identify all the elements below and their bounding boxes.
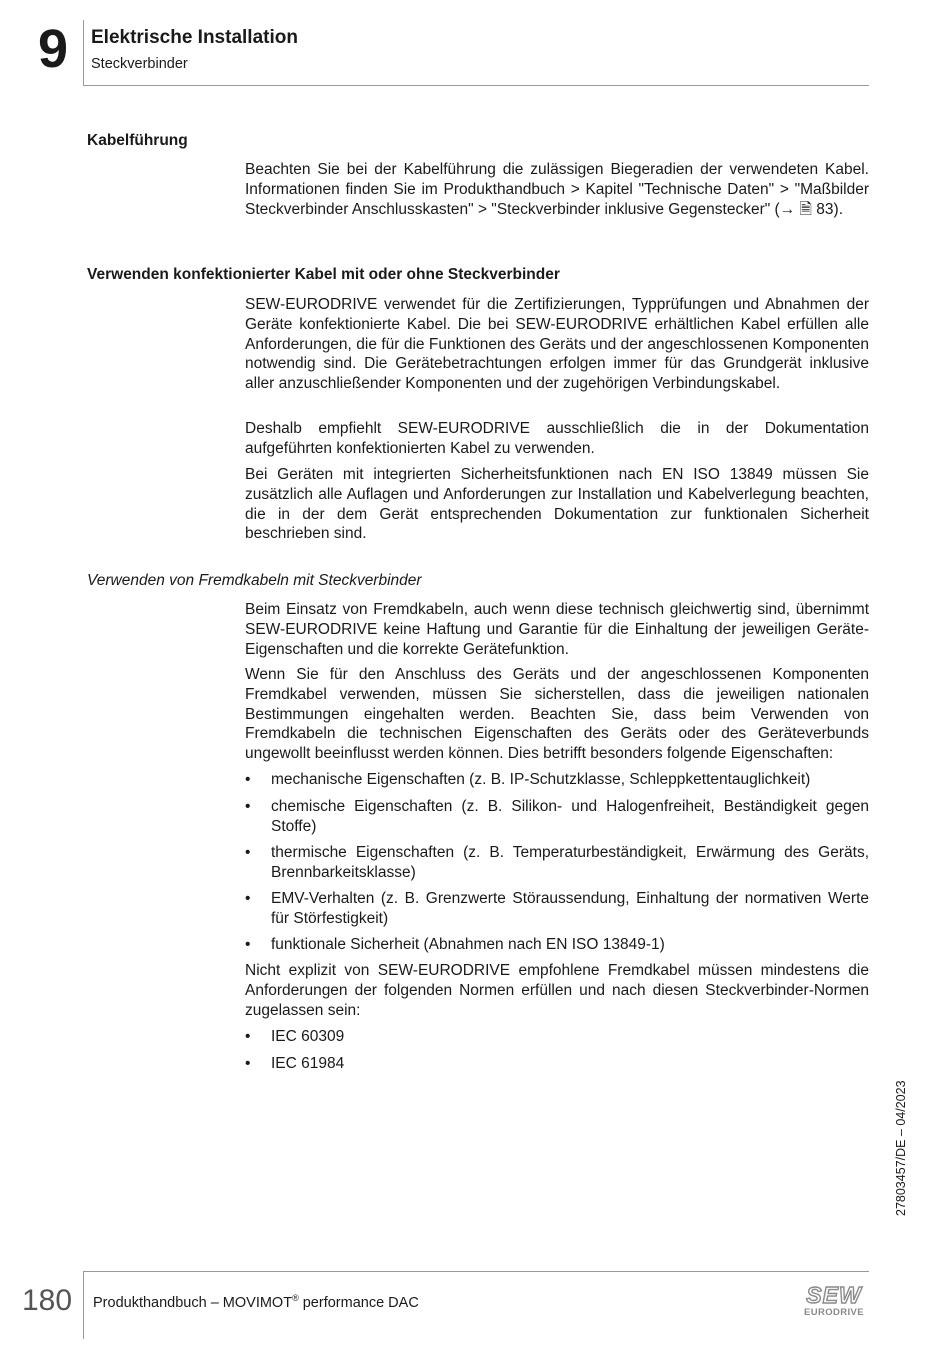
section-heading-fremdkabel: Verwenden von Fremdkabeln mit Steckverbinder bbox=[87, 572, 422, 589]
list-item bbox=[245, 1027, 869, 1047]
logo-text-sew: SEW bbox=[806, 1283, 862, 1308]
bullet-marker: • bbox=[245, 936, 251, 953]
list-item-text: thermische Eigenschaften (z. B. Temperaturbeständigkeit, Erwärmung des Geräts, Brennbarkeitsklasse) bbox=[271, 844, 869, 881]
header-divider-horizontal bbox=[83, 85, 869, 86]
list-item bbox=[245, 843, 869, 883]
paragraph: Beim Einsatz von Fremdkabeln, auch wenn diese technisch gleichwertig sind, übernimmt SEW-EURODRIVE keine Haftung und Garantie für die Einhaltung der jeweiligen Geräte-Eigenschaften und die korrekte Gerätefunktion. bbox=[245, 601, 869, 658]
chapter-subtitle: Steckverbinder bbox=[91, 56, 188, 72]
logo-text-eurodrive: EURODRIVE bbox=[803, 1307, 865, 1317]
page-number: 180 bbox=[22, 1284, 73, 1317]
list-item-text: mechanische Eigenschaften (z. B. IP-Schutzklasse, Schleppkettentauglichkeit) bbox=[271, 771, 811, 788]
footer-divider-horizontal bbox=[83, 1271, 869, 1272]
bullet-marker: • bbox=[245, 798, 251, 815]
paragraph: SEW-EURODRIVE verwendet für die Zertifizierungen, Typprüfungen und Abnahmen der Geräte konfektionierte Kabel. Die bei SEW-EURODRIVE erhältlichen Kabel erfüllen alle Anforderungen, die für die Funktionen des Geräts und der angeschlossenen Komponenten notwendig sind. Die Gerätebetrachtungen erfolgen immer für das Grundgerät inklusive aller anzuschließender Komponenten und der zugehörigen Verbindungskabel. bbox=[245, 296, 869, 393]
paragraph: Deshalb empfiehlt SEW-EURODRIVE ausschließlich die in der Dokumentation aufgeführten konfektionierten Kabel zu verwenden. bbox=[245, 420, 869, 457]
list-item bbox=[245, 935, 869, 955]
list-item-text: chemische Eigenschaften (z. B. Silikon- und Halogenfreiheit, Beständigkeit gegen Stoffe) bbox=[271, 798, 869, 835]
footer-text-product: performance DAC bbox=[298, 1294, 419, 1311]
list-item bbox=[245, 1054, 869, 1074]
footer-text-main: Produkthandbuch – MOVIMOT bbox=[93, 1294, 293, 1311]
list-item-text: EMV-Verhalten (z. B. Grenzwerte Störaussendung, Einhaltung der normativen Werte für Störfestigkeit) bbox=[271, 890, 869, 927]
chapter-title: Elektrische Installation bbox=[91, 27, 298, 48]
chapter-number: 9 bbox=[38, 19, 69, 79]
bullet-marker: • bbox=[245, 1055, 251, 1072]
standard-iec-60309: IEC 60309 bbox=[271, 1028, 345, 1045]
bullet-marker: • bbox=[245, 771, 251, 788]
document-id: 27803457/DE – 04/2023 bbox=[894, 1080, 908, 1216]
bullet-marker: • bbox=[245, 890, 251, 907]
section-heading-kabelfuehrung: Kabelführung bbox=[87, 132, 188, 149]
paragraph: Beachten Sie bei der Kabelführung die zulässigen Biegeradien der verwendeten Kabel. Informationen finden Sie im Produkthandbuch > Kapitel "Technische Daten" > "Maßbilder Steckverbinder Anschlusskasten" > "Steckverbinder inklusive Gegenstecker" (→ 🗎 83). bbox=[245, 161, 869, 218]
bullet-marker: • bbox=[245, 844, 251, 861]
list-item bbox=[245, 770, 869, 790]
header-divider-vertical bbox=[83, 20, 84, 86]
footer-manual-title bbox=[93, 1293, 419, 1311]
section-heading-konfektionierte-kabel: Verwenden konfektionierter Kabel mit oder ohne Steckverbinder bbox=[87, 266, 560, 283]
paragraph: Bei Geräten mit integrierten Sicherheitsfunktionen nach EN ISO 13849 müssen Sie zusätzlich alle Auflagen und Anforderungen zur Installation und Kabelverlegung beachten, die in der dem Gerät entsprechenden Dokumentation zur funktionalen Sicherheit beschrieben sind. bbox=[245, 466, 869, 543]
list-item bbox=[245, 797, 869, 837]
paragraph: Nicht explizit von SEW-EURODRIVE empfohlene Fremdkabel müssen mindestens die Anforderungen der folgenden Normen erfüllen und nach diesen Steckverbinder-Normen zugelassen sein: bbox=[245, 962, 869, 1019]
list-item bbox=[245, 889, 869, 929]
paragraph: Wenn Sie für den Anschluss des Geräts und der angeschlossenen Komponenten Fremdkabel verwenden, müssen Sie sicherstellen, dass die jeweiligen nationalen Bestimmungen eingehalten werden. Beachten Sie, dass beim Verwenden von Fremdkabeln die technischen Eigenschaften des Geräts oder des Geräteverbunds ungewollt beeinflusst werden können. Dies betrifft besonders folgende Eigenschaften: bbox=[245, 666, 869, 763]
footer-divider-vertical bbox=[83, 1271, 84, 1339]
registered-mark: ® bbox=[292, 1293, 299, 1303]
sew-eurodrive-logo bbox=[798, 1283, 870, 1322]
logo-graphic bbox=[798, 1283, 870, 1317]
list-item-text: funktionale Sicherheit (Abnahmen nach EN ISO 13849-1) bbox=[271, 936, 665, 953]
standard-iec-61984: IEC 61984 bbox=[271, 1055, 345, 1072]
bullet-marker: • bbox=[245, 1028, 251, 1045]
